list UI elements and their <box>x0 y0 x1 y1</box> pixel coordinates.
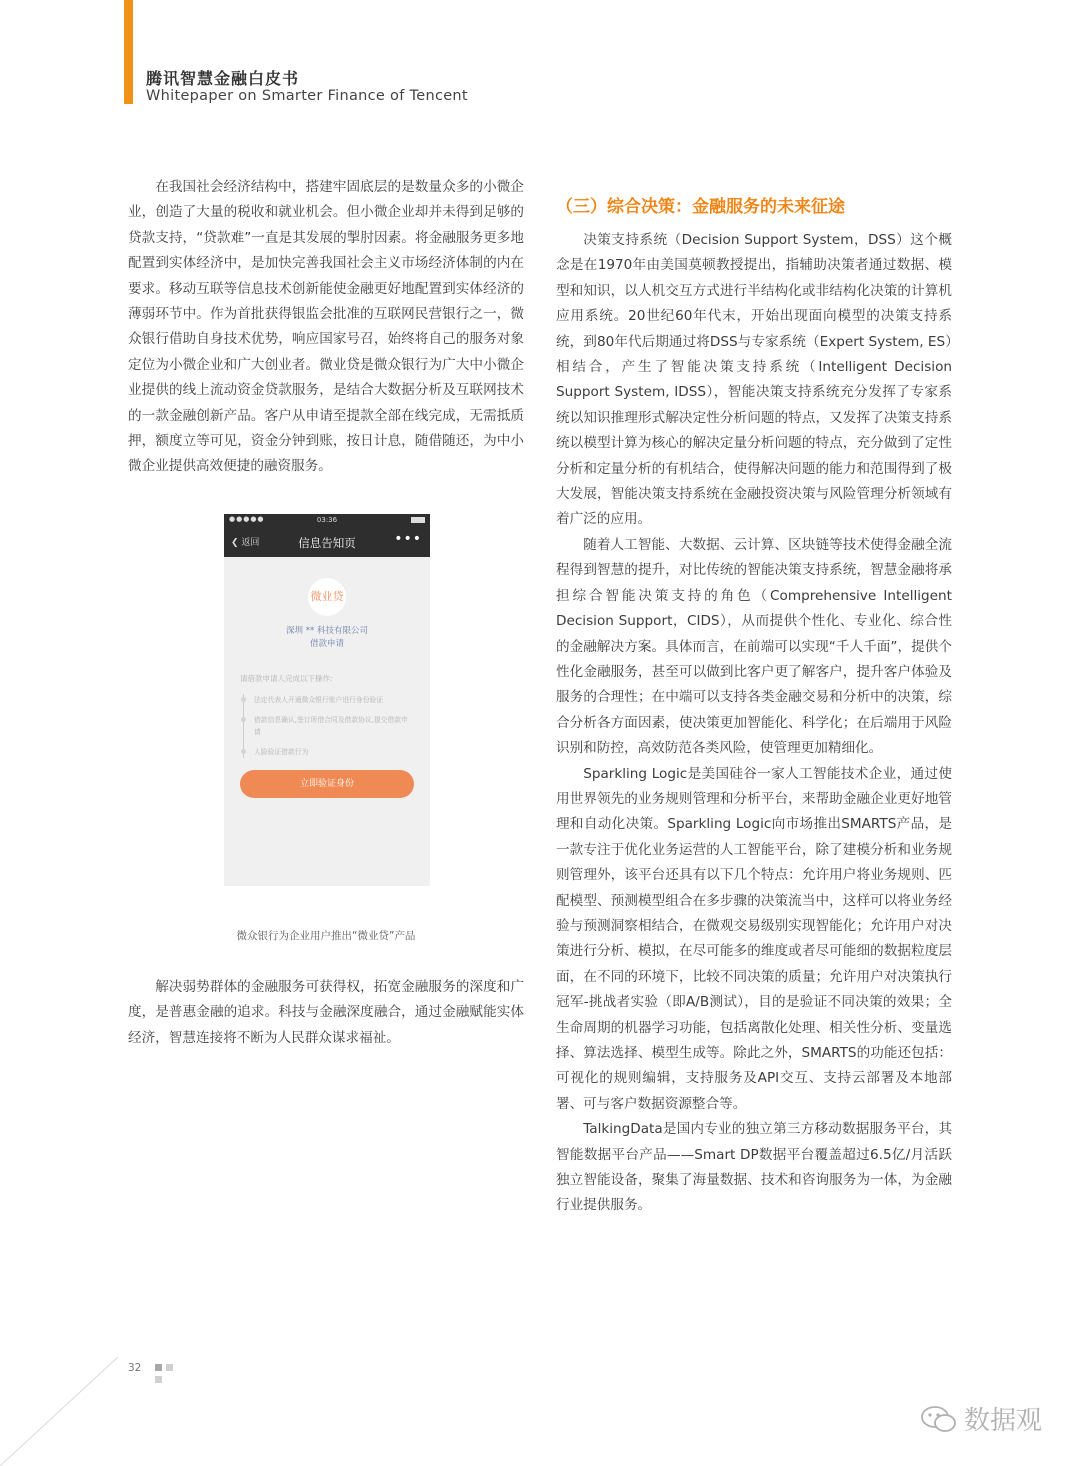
left-column-2 <box>128 975 524 1051</box>
left-paragraph-1: 在我国社会经济结构中，搭建牢固底层的是数量众多的小微企业，创造了大量的税收和就业机会。但小微企业却并未得到足够的贷款支持，“贷款难”一直是其发展的掣肘因素。将金融服务更多地配置到实体经济中，是加快完善我国社会主义市场经济体制的内在要求。移动互联等信息技术创新能使金融更好地配置到实体经济的薄弱环节中。作为首批获得银监会批准的互联网民营银行之一，微众银行借助自身技术优势，响应国家号召，始终将自己的服务对象定位为小微企业和广大创业者。微业贷是微众银行为广大中小微企业提供的线上流动资金贷款服务，是结合大数据分析及互联网技术的一款金融创新产品。客户从申请至提款全部在线完成，无需抵质押，额度立等可见，资金分钟到账，按日计息，随借随还，为中小微企业提供高效便捷的融资服务。 <box>128 179 524 475</box>
chevron-left-icon: ❮ <box>231 538 239 548</box>
header-title-en: Whitepaper on Smarter Finance of Tencent <box>146 88 468 104</box>
figure-caption: 微众银行为企业用户推出“微业贷”产品 <box>236 930 416 942</box>
left-paragraph-2: 解决弱势群体的金融服务可获得权，拓宽金融服务的深度和广度，是普惠金融的追求。科技与金融深度融合，通过金融赋能实体经济，智慧连接将不断为人民群众谋求福祉。 <box>128 979 524 1046</box>
right-paragraph: 决策支持系统（Decision Support System，DSS）这个概念是在1970年由美国莫顿教授提出，指辅助决策者通过数据、模型和知识，以人机交互方式进行半结构化或非结构化决策的计算机应用系统。20世纪60年代末，开始出现面向模型的决策支持系统，到80年代后期通过将DSS与专家系统（Expert System, ES）相结合，产生了智能决策支持系统（Intelligent Decision Support System, IDSS），智能决策支持系统充分发挥了专家系统以知识推理形式解决定性分析问题的特点，又发挥了决策支持系统以模型计算为核心的解决定量分析问题的特点，充分做到了定性分析和定量分析的有机结合，使得解决问题的能力和范围得到了极大发展，智能决策支持系统在金融投资决策与风险管理分析领域有着广泛的应用。 <box>556 232 952 528</box>
right-paragraph: Sparkling Logic是美国硅谷一家人工智能技术企业，通过使用世界领先的业务规则管理和分析平台，来帮助金融企业更好地管理和自动化决策。Sparkling Logic向市场推出SMARTS产品，是一款专注于优化业务运营的人工智能平台，除了建模分析和业务规则管理外，该平台还具有以下几个特点：允许用户将业务规则、匹配模型、预测模型组合在多步骤的决策流当中，这样可以将业务经验与预测洞察相结合，在微观交易级别实现智能化；允许用户对决策进行分析、模拟，在尽可能多的维度或者尽可能细的数据粒度层面，在不同的环境下，比较不同决策的质量；允许用户对决策执行冠军-挑战者实验（即A/B测试），目的是验证不同决策的效果；全生命周期的机器学习功能，包括离散化处理、相关性分析、变量选择、算法选择、模型生成等。除此之外，SMARTS的功能还包括：可视化的规则编辑，支持服务及API交互、支持云部署及本地部署、可与客户数据资源整合等。 <box>556 765 952 1112</box>
verify-identity-button: 立即验证身份 <box>240 770 414 798</box>
app-screenshot <box>224 514 430 886</box>
header-title-cn: 腾讯智慧金融白皮书 <box>146 69 300 88</box>
company-name: 深圳 ** 科技有限公司 <box>286 626 368 636</box>
step-dot-icon <box>241 749 246 754</box>
header-accent-bar <box>124 0 133 104</box>
page-square-icon <box>155 1364 162 1371</box>
weiyedai-logo: 微业贷 <box>308 578 346 616</box>
right-column <box>556 193 952 1219</box>
step-text: 法定代表人开通微众银行账户进行身份验证 <box>254 696 384 704</box>
phone-status-bar <box>224 514 430 527</box>
step-dot-icon <box>241 717 246 722</box>
step-item <box>254 746 414 758</box>
application-subtitle: 借款申请 <box>309 639 344 649</box>
left-column <box>128 175 524 480</box>
wechat-icon <box>920 1404 958 1434</box>
phone-steps <box>243 694 414 758</box>
page-square-icon <box>155 1376 162 1383</box>
phone-company <box>224 625 430 651</box>
page-square-icon <box>166 1364 173 1371</box>
step-text: 人脸验证借款行为 <box>254 748 309 756</box>
phone-page-title: 信息告知页 <box>298 536 356 550</box>
battery-icon <box>411 517 425 523</box>
right-paragraph: TalkingData是国内专业的独立第三方移动数据服务平台，其智能数据平台产品——Smart DP数据平台覆盖超过6.5亿/月活跃独立智能设备，聚集了海量数据、技术和咨询服务为一体，为金融行业提供服务。 <box>556 1121 952 1214</box>
phone-nav-bar <box>224 527 430 557</box>
watermark-text: 数据观 <box>964 1406 1043 1436</box>
right-paragraph: 随着人工智能、大数据、云计算、区块链等技术使得金融全流程得到智慧的提升，对比传统的智能决策支持系统，智慧金融将承担综合智能决策支持的角色（Comprehensive Intelligent Decision Support，CIDS），从而提供个性化、专业化、综合性的金融解决方案。具体而言，在前端可以实现“千人千面”，提供个性化金融服务，甚至可以做到比客户更了解客户，提升客户体验及服务的合理性；在中端可以支持各类金融交易和分析中的决策，综合分析各方面因素，使决策更加智能化、科学化；在后端用于风险识别和防控，高效防范各类风险，使管理更加精细化。 <box>556 536 952 757</box>
back-label: 返回 <box>241 538 260 548</box>
phone-time: 03:36 <box>316 516 338 524</box>
page-number: 32 <box>128 1362 142 1374</box>
step-item <box>254 694 414 706</box>
step-item <box>254 714 414 738</box>
section-title: （三）综合决策：金融服务的未来征途 <box>556 197 845 217</box>
watermark <box>920 1400 1042 1437</box>
step-dot-icon <box>241 697 246 702</box>
step-text: 借款信息确认,签订所借合同及借款协议,提交借款申请 <box>254 716 408 736</box>
corner-decoration <box>0 1355 130 1466</box>
phone-hint: 请借款申请人完成以下操作: <box>240 674 333 683</box>
more-icon: ••• <box>394 531 422 547</box>
signal-icon: ●●●●● <box>229 515 265 523</box>
